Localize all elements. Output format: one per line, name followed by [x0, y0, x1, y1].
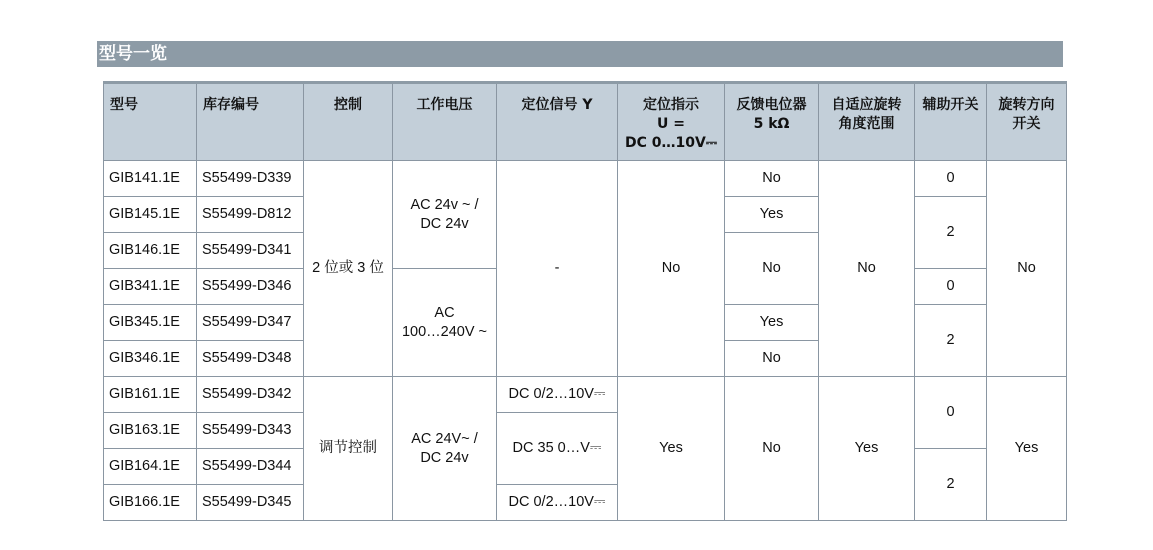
header-position-indicator [618, 83, 725, 161]
cell-feedback: No [725, 233, 819, 305]
header-feedback [725, 83, 819, 161]
header-direction-line1: 旋转方向 [998, 97, 1055, 113]
cell-voltage-group1b [393, 269, 497, 377]
voltage-line2: DC 24v [420, 215, 469, 232]
header-direction-line2: 开关 [1012, 116, 1041, 132]
cell-direction-group2: Yes [987, 377, 1067, 521]
cell-aux: 2 [915, 305, 987, 377]
cell-position-indicator-group1: No [618, 161, 725, 377]
voltage-line1: AC [434, 304, 455, 321]
cell-feedback: No [725, 341, 819, 377]
header-stock-no: 库存编号 [197, 83, 304, 161]
cell-control-group2: 调节控制 [304, 377, 393, 521]
cell-feedback: Yes [725, 197, 819, 233]
cell-model: GIB141.1E [104, 161, 197, 197]
cell-aux: 0 [915, 377, 987, 449]
table-row [104, 161, 1067, 197]
cell-signal-group1: - [497, 161, 618, 377]
cell-stock-no: S55499-D344 [197, 449, 304, 485]
header-voltage: 工作电压 [393, 83, 497, 161]
cell-aux: 0 [915, 161, 987, 197]
header-position-indicator-line3: DC 0…10V⎓ [624, 135, 717, 151]
cell-adaptive-group2: Yes [819, 377, 915, 521]
cell-model: GIB161.1E [104, 377, 197, 413]
cell-model: GIB146.1E [104, 233, 197, 269]
cell-stock-no: S55499-D341 [197, 233, 304, 269]
header-feedback-line1: 反馈电位器 [736, 97, 807, 113]
header-position-indicator-line2: U = [657, 116, 685, 132]
cell-control-group1: 2 位或 3 位 [304, 161, 393, 377]
header-adaptive-line2: 角度范围 [838, 116, 895, 132]
cell-adaptive-group1: No [819, 161, 915, 377]
table-row [104, 377, 1067, 413]
header-row [104, 83, 1067, 161]
cell-stock-no: S55499-D343 [197, 413, 304, 449]
cell-stock-no: S55499-D345 [197, 485, 304, 521]
cell-signal: DC 0/2…10V⎓ [497, 377, 618, 413]
cell-model: GIB145.1E [104, 197, 197, 233]
cell-stock-no: S55499-D347 [197, 305, 304, 341]
cell-stock-no: S55499-D348 [197, 341, 304, 377]
cell-direction-group1: No [987, 161, 1067, 377]
voltage-line2: 100…240V ~ [401, 323, 488, 340]
cell-voltage-group2 [393, 377, 497, 521]
cell-model: GIB346.1E [104, 341, 197, 377]
model-overview-table [103, 81, 1067, 521]
cell-model: GIB166.1E [104, 485, 197, 521]
cell-aux: 0 [915, 269, 987, 305]
cell-model: GIB164.1E [104, 449, 197, 485]
cell-feedback: Yes [725, 305, 819, 341]
cell-stock-no: S55499-D812 [197, 197, 304, 233]
cell-model: GIB163.1E [104, 413, 197, 449]
header-adaptive [819, 83, 915, 161]
header-signal: 定位信号 Y [497, 83, 618, 161]
header-aux-switch: 辅助开关 [915, 83, 987, 161]
cell-aux: 2 [915, 197, 987, 269]
cell-position-indicator-group2: Yes [618, 377, 725, 521]
cell-stock-no: S55499-D346 [197, 269, 304, 305]
header-control: 控制 [304, 83, 393, 161]
voltage-line2: DC 24v [420, 449, 469, 466]
cell-model: GIB345.1E [104, 305, 197, 341]
cell-model: GIB341.1E [104, 269, 197, 305]
cell-aux: 2 [915, 449, 987, 521]
cell-stock-no: S55499-D342 [197, 377, 304, 413]
voltage-line1: AC 24v ~ / [410, 196, 479, 213]
header-feedback-line2: 5 kΩ [753, 116, 790, 132]
cell-feedback-group2: No [725, 377, 819, 521]
header-direction [987, 83, 1067, 161]
cell-voltage-group1a [393, 161, 497, 269]
cell-signal: DC 35 0…V⎓ [497, 413, 618, 485]
header-position-indicator-line1: 定位指示 [643, 97, 699, 113]
header-model: 型号 [104, 83, 197, 161]
voltage-line1: AC 24V~ / [411, 430, 478, 447]
cell-signal: DC 0/2…10V⎓ [497, 485, 618, 521]
cell-stock-no: S55499-D339 [197, 161, 304, 197]
header-adaptive-line1: 自适应旋转 [831, 97, 902, 113]
section-title: 型号一览 [99, 44, 167, 64]
section-title-bar [97, 41, 1063, 67]
cell-feedback: No [725, 161, 819, 197]
